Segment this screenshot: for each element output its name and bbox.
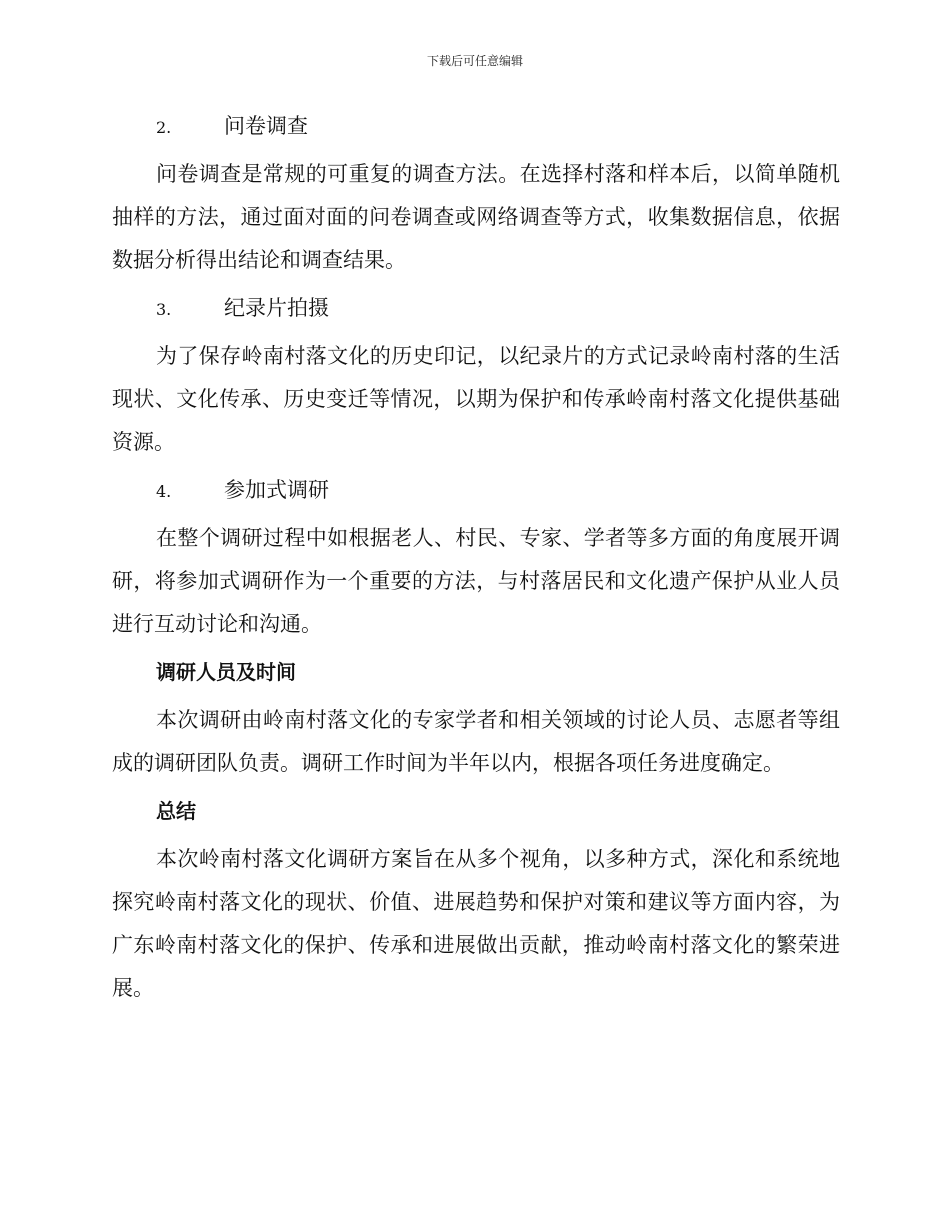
summary-heading: 总结 bbox=[156, 799, 196, 823]
section-number: 4. bbox=[156, 482, 172, 501]
section-paragraph-questionnaire: 问卷调查是常规的可重复的调查方法。在选择村落和样本后，以简单随机抽样的方法，通过面对面的问卷调查或网络调查等方式，收集数据信息，依据数据分析得出结论和调查结果。 bbox=[112, 162, 840, 272]
section-number: 3. bbox=[156, 300, 172, 319]
section-heading-questionnaire bbox=[112, 108, 840, 145]
section-paragraph-documentary: 为了保存岭南村落文化的历史印记，以纪录片的方式记录岭南村落的生活现状、文化传承、历史变迁等情况，以期为保护和传承岭南村落文化提供基础资源。 bbox=[112, 344, 840, 454]
page-header: 下载后可任意编辑 bbox=[426, 54, 523, 68]
section-heading-documentary bbox=[112, 290, 840, 327]
section-title: 问卷调查 bbox=[224, 114, 308, 138]
summary-paragraph: 本次岭南村落文化调研方案旨在从多个视角，以多种方式，深化和系统地探究岭南村落文化的现状、价值、进展趋势和保护对策和建议等方面内容，为广东岭南村落文化的保护、传承和进展做出贡献，推动岭南村落文化的繁荣进展。 bbox=[112, 847, 840, 1000]
document-body bbox=[112, 108, 840, 1018]
personnel-heading: 调研人员及时间 bbox=[156, 660, 296, 684]
section-paragraph-participatory: 在整个调研过程中如根据老人、村民、专家、学者等多方面的角度展开调研，将参加式调研作为一个重要的方法，与村落居民和文化遗产保护从业人员进行互动讨论和沟通。 bbox=[112, 526, 840, 636]
personnel-paragraph: 本次调研由岭南村落文化的专家学者和相关领域的讨论人员、志愿者等组成的调研团队负责。调研工作时间为半年以内，根据各项任务进度确定。 bbox=[112, 708, 840, 775]
section-number: 2. bbox=[156, 118, 172, 137]
section-heading-participatory bbox=[112, 472, 840, 509]
section-title: 纪录片拍摄 bbox=[224, 296, 329, 320]
section-title: 参加式调研 bbox=[224, 478, 329, 502]
